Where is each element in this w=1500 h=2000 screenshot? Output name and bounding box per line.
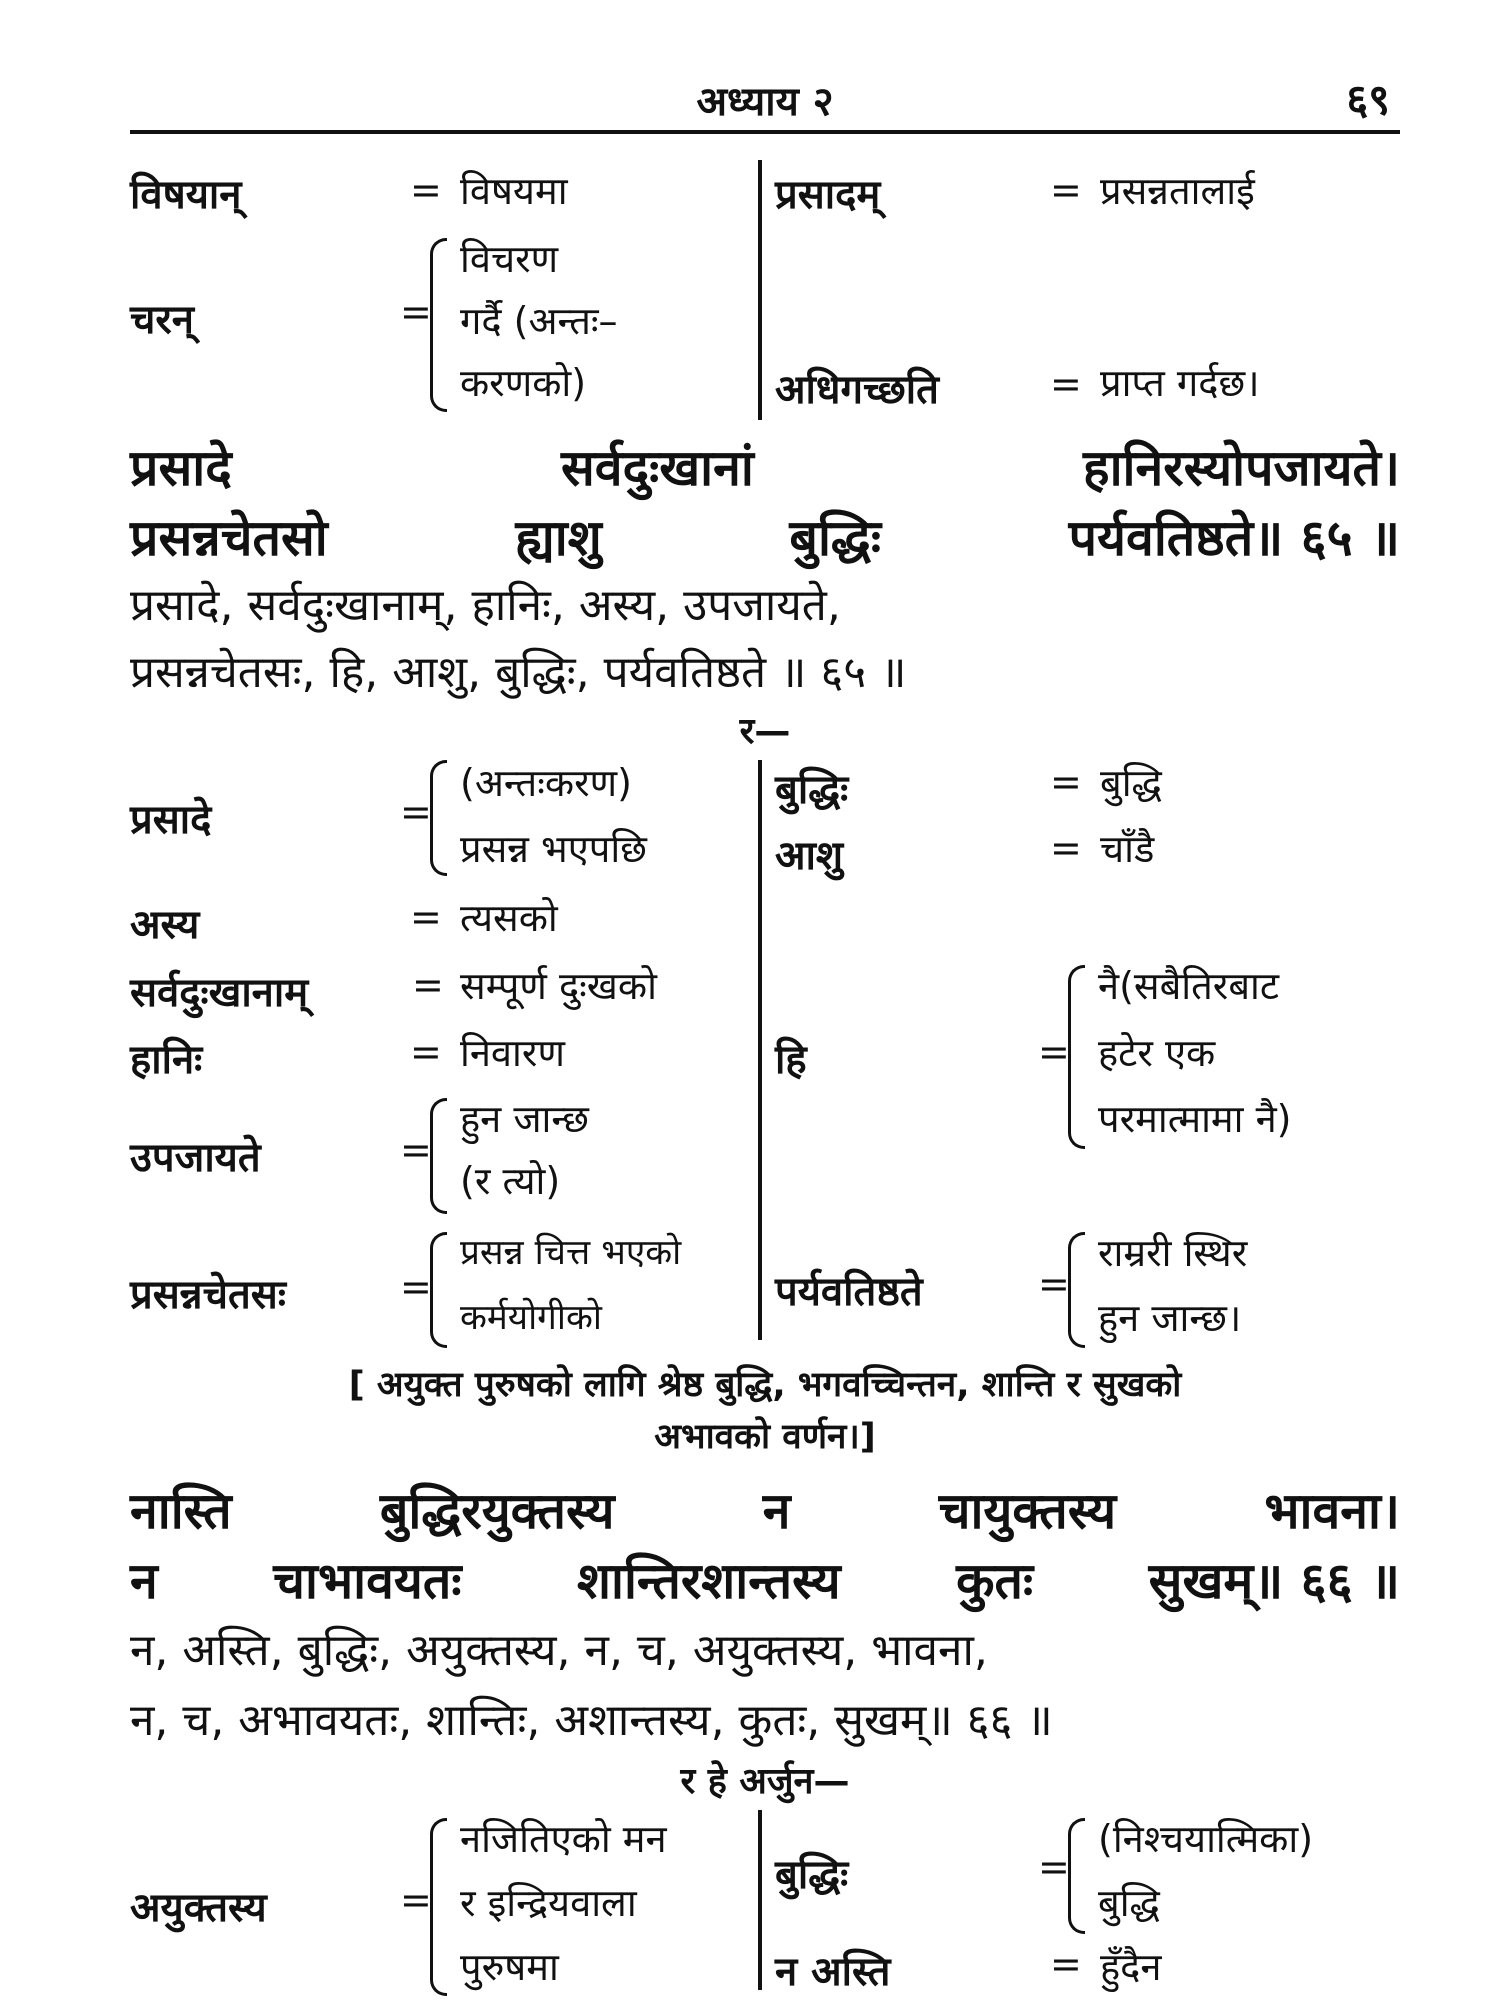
verse-66-line-1 [130, 1475, 1400, 1543]
term-prasadam: प्रसादम् [775, 172, 881, 218]
verse-word: चाभावयतः [273, 1552, 462, 1610]
verse-word: प्रसादे [130, 439, 232, 497]
verse-word: हानिरस्योपजायते। [1083, 439, 1400, 497]
verse-word: प्रसन्नचेतसो [130, 509, 328, 567]
meaning-prasannachetasah-2: कर्मयोगीको [460, 1298, 602, 1338]
verse-66-padaccheda-1: न, अस्ति, बुद्धिः, अयुक्तस्य, न, च, अयुक्तस्य, भावना, [130, 1625, 988, 1676]
meaning-na-asti: हुँदैन [1100, 1945, 1162, 1989]
equals-sign: = [412, 963, 444, 1007]
curly-brace-icon [430, 238, 447, 412]
meaning-paryavatishthate-1: राम्ररी स्थिर [1098, 1231, 1248, 1275]
term-asya: अस्य [130, 902, 200, 948]
equals-sign: = [400, 1878, 432, 1922]
equals-sign: = [400, 1265, 432, 1309]
term-upajayate: उपजायते [130, 1135, 261, 1181]
meaning-hanih: निवारण [460, 1031, 565, 1075]
verse-word: चायुक्तस्य [938, 1482, 1117, 1540]
equals-sign: = [1050, 1942, 1082, 1986]
chapter-title: अध्याय २ [696, 79, 834, 125]
equals-sign: = [400, 290, 432, 334]
verse-65-intro: र— [739, 711, 791, 752]
meaning-prasade-2: प्रसन्न भएपछि [460, 827, 647, 871]
meaning-prasade-1: (अन्तःकरण) [460, 761, 632, 805]
verse-word: न [762, 1482, 791, 1540]
term-prasannachetasah: प्रसन्नचेतसः [130, 1272, 286, 1318]
term-charan: चरन् [130, 297, 194, 343]
meaning-charan-1: विचरण [460, 237, 559, 281]
meaning-charan-3: करणको) [460, 361, 587, 405]
meaning-ayuktasya-2: र इन्द्रियवाला [460, 1881, 637, 1925]
equals-sign: = [1038, 1030, 1070, 1074]
meaning-hi-3: परमात्मामा नै) [1098, 1097, 1292, 1141]
meaning-ayuktasya-3: पुरुषमा [460, 1945, 559, 1989]
verse-word: ह्याशु [515, 509, 602, 567]
meaning-vishayan: विषयमा [460, 169, 568, 213]
curly-brace-icon [430, 1098, 447, 1214]
verse-word: भावना। [1264, 1482, 1400, 1540]
section-note-2: अभावको वर्णन।] [654, 1417, 876, 1457]
column-divider [758, 160, 762, 420]
equals-sign: = [1050, 362, 1082, 406]
verse-word: नास्ति [130, 1482, 232, 1540]
verse-65-padaccheda-1: प्रसादे, सर्वदुःखानाम्, हानिः, अस्य, उपजायते, [130, 580, 841, 631]
meaning-sarvaduhkhanam: सम्पूर्ण दुःखको [460, 964, 657, 1008]
verse-65-line-2 [130, 502, 1400, 570]
term-ashu: आशु [775, 833, 844, 879]
meaning-adhigachhati: प्राप्त गर्दछ। [1100, 361, 1260, 405]
term-paryavatishthate: पर्यवतिष्ठते [775, 1269, 923, 1315]
page-number: ६९ [1346, 75, 1390, 124]
term-adhigachhati: अधिगच्छति [775, 367, 939, 413]
meaning-paryavatishthate-2: हुन जान्छ। [1098, 1296, 1242, 1340]
verse-word: बुद्धिरयुक्तस्य [379, 1482, 615, 1540]
meaning-asya: त्यसको [460, 896, 558, 940]
term-buddhih-2: बुद्धिः [775, 1852, 849, 1898]
equals-sign: = [400, 1128, 432, 1172]
verse-word: सर्वदुःखानां [560, 439, 754, 497]
meaning-charan-2: गर्दै (अन्तः– [460, 299, 618, 343]
curly-brace-icon [430, 1818, 447, 1996]
curly-brace-icon [430, 760, 447, 876]
equals-sign: = [1038, 1845, 1070, 1889]
equals-sign: = [1050, 826, 1082, 870]
verse-word: कुतः [956, 1552, 1034, 1610]
meaning-upajayate-2: (र त्यो) [460, 1159, 561, 1203]
term-buddhih: बुद्धिः [775, 767, 849, 813]
equals-sign: = [400, 790, 432, 834]
curly-brace-icon [1068, 1232, 1085, 1348]
equals-sign: = [410, 895, 442, 939]
term-ayuktasya: अयुक्तस्य [130, 1885, 267, 1931]
page [130, 0, 1400, 2000]
equals-sign: = [410, 168, 442, 212]
term-hanih: हानिः [130, 1037, 203, 1083]
verse-66-intro: र हे अर्जुन— [680, 1761, 850, 1802]
equals-sign: = [1050, 168, 1082, 212]
equals-sign: = [1050, 760, 1082, 804]
curly-brace-icon [1068, 965, 1085, 1149]
verse-word: बुद्धिः [789, 509, 881, 567]
verse-word: शान्तिरशान्तस्य [577, 1552, 841, 1610]
verse-word: पर्यवतिष्ठते॥ ६५ ॥ [1068, 509, 1400, 567]
term-vishayan: विषयान् [130, 172, 242, 218]
curly-brace-icon [1068, 1818, 1085, 1934]
term-prasade: प्रसादे [130, 797, 212, 843]
equals-sign: = [410, 1030, 442, 1074]
verse-66-line-2 [130, 1545, 1400, 1613]
verse-word: सुखम्॥ ६६ ॥ [1148, 1552, 1400, 1610]
meaning-ayuktasya-1: नजितिएको मन [460, 1817, 667, 1861]
meaning-prasannachetasah-1: प्रसन्न चित्त भएको [460, 1233, 682, 1273]
verse-word: न [130, 1552, 158, 1610]
meaning-hi-1: नै(सबैतिरबाट [1098, 964, 1280, 1008]
verse-65-padaccheda-2: प्रसन्नचेतसः, हि, आशु, बुद्धिः, पर्यवतिष्ठते ॥ ६५ ॥ [130, 647, 907, 698]
term-sarvaduhkhanam: सर्वदुःखानाम् [130, 970, 309, 1016]
meaning-prasadam: प्रसन्नतालाई [1100, 169, 1255, 213]
column-divider [758, 760, 762, 1340]
meaning-buddhih-2-2: बुद्धि [1098, 1881, 1160, 1925]
term-na-asti: न अस्ति [775, 1949, 891, 1995]
meaning-buddhih-2-1: (निश्चयात्मिका) [1098, 1817, 1314, 1861]
column-divider [758, 1810, 762, 1990]
term-hi: हि [775, 1037, 807, 1083]
meaning-hi-2: हटेर एक [1098, 1031, 1216, 1075]
verse-65-line-1 [130, 432, 1400, 500]
page-header [130, 60, 1400, 134]
curly-brace-icon [430, 1232, 447, 1348]
equals-sign: = [1038, 1262, 1070, 1306]
verse-66-padaccheda-2: न, च, अभावयतः, शान्तिः, अशान्तस्य, कुतः, सुखम्॥ ६६ ॥ [130, 1695, 1053, 1746]
meaning-ashu: चाँडै [1100, 827, 1155, 871]
section-note-1: [ अयुक्त पुरुषको लागि श्रेष्ठ बुद्धि, भगवच्चिन्तन, शान्ति र सुखको [348, 1365, 1182, 1405]
meaning-upajayate-1: हुन जान्छ [460, 1097, 589, 1141]
meaning-buddhih: बुद्धि [1100, 761, 1162, 805]
